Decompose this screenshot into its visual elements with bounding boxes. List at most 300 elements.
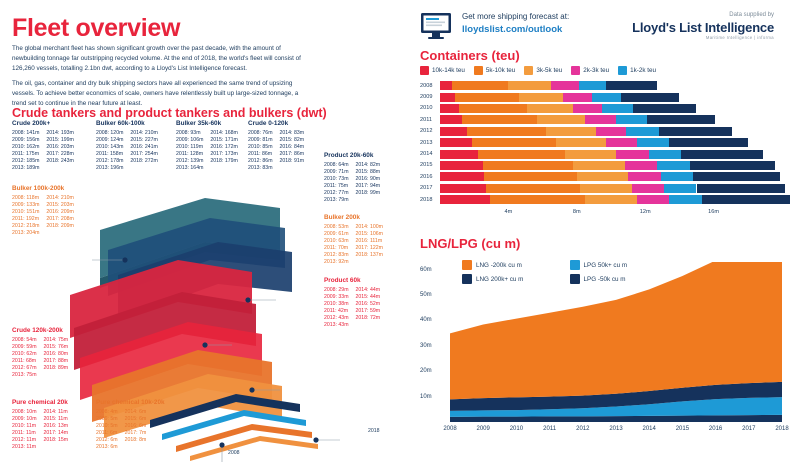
data-row: 2018: 91m bbox=[279, 157, 305, 164]
bar-segment bbox=[556, 138, 606, 147]
right-panel bbox=[410, 0, 790, 465]
legend-label: 2k-3k teu bbox=[583, 67, 610, 74]
bar-row bbox=[420, 137, 782, 148]
data-row: 2017: 7m bbox=[124, 430, 147, 437]
legend-label: LPG -50k cu m bbox=[583, 275, 626, 283]
data-row: 2018: 99m bbox=[355, 189, 381, 196]
data-row: 2014: 82m bbox=[355, 162, 381, 169]
bar-row-label: 2017 bbox=[420, 185, 433, 192]
data-row: 2011: 128m bbox=[176, 151, 204, 158]
bar-segment bbox=[440, 161, 483, 170]
intro-paragraph-2: The oil, gas, container and dry bulk shipping sectors have all experienced the same trend of upsizing vessels. To achieve better economics of scale, owners have relentlessly built up large-sized tonnage, a trend set to continue in the near future at least. bbox=[12, 80, 299, 107]
data-row: 2009: 156m bbox=[12, 137, 40, 144]
data-row: 2008: 76m bbox=[248, 130, 273, 137]
bar-segment bbox=[616, 150, 648, 159]
data-row: 2018: 243m bbox=[46, 157, 74, 164]
bar-segment bbox=[573, 104, 602, 113]
x-tick-label: 2012 bbox=[576, 426, 590, 432]
data-row: 2016: 80m bbox=[43, 351, 69, 358]
legend-swatch bbox=[618, 66, 627, 75]
data-row: 2015: 227m bbox=[130, 137, 158, 144]
data-row: 2012: 67m bbox=[12, 364, 37, 371]
chart-title-lng: LNG/LPG (cu m) bbox=[420, 236, 521, 251]
bar-segment bbox=[440, 104, 459, 113]
data-row: 2018: 15m bbox=[43, 436, 69, 443]
data-row: 2009: 124m bbox=[96, 137, 124, 144]
y-tick-label: 20m bbox=[420, 368, 432, 375]
segment-bulker-100k-200k bbox=[12, 185, 81, 237]
bar-row bbox=[420, 114, 782, 125]
segment-col-1 bbox=[176, 130, 203, 171]
data-row: 2015: 76m bbox=[43, 344, 69, 351]
data-row: 2012: 86m bbox=[248, 157, 273, 164]
data-row: 2017: 228m bbox=[46, 151, 74, 158]
chart-title-containers: Containers (teu) bbox=[420, 48, 520, 63]
brand-name: Lloyd's List Intelligence bbox=[632, 20, 774, 35]
data-row: 2011: 86m bbox=[248, 151, 273, 158]
segment-col-2 bbox=[280, 130, 305, 171]
bar-row bbox=[420, 160, 782, 171]
bar-segment bbox=[585, 115, 616, 124]
data-row: 2013: 6m bbox=[96, 443, 118, 450]
x-tick-label: 2008 bbox=[443, 426, 457, 432]
bar-track bbox=[440, 195, 782, 204]
promo-line-1: Get more shipping forecast at: bbox=[462, 12, 570, 21]
segment-col-1 bbox=[96, 130, 123, 171]
bar-segment bbox=[551, 81, 578, 90]
bar-segment bbox=[657, 161, 689, 170]
data-row: 2017: 86m bbox=[279, 151, 305, 158]
bar-row-label: 2012 bbox=[420, 128, 433, 135]
data-row: 2011: 75m bbox=[324, 183, 349, 190]
segment-label: Product 20k-60k bbox=[324, 152, 374, 159]
bar-segment bbox=[440, 195, 490, 204]
segment-label: Product 60k bbox=[324, 277, 361, 284]
data-row: 2016: 209m bbox=[46, 209, 74, 216]
bar-segment bbox=[440, 184, 486, 193]
bar-segment bbox=[573, 161, 624, 170]
y-tick-label: 10m bbox=[420, 393, 432, 400]
bar-x-axis bbox=[440, 207, 782, 221]
bar-track bbox=[440, 184, 782, 193]
data-row: 2008: 29m bbox=[324, 287, 349, 294]
bar-segment bbox=[484, 172, 576, 181]
segment-col-2 bbox=[44, 409, 69, 450]
data-row: 2016: 203m bbox=[46, 144, 74, 151]
bar-track bbox=[440, 138, 782, 147]
data-row: 2016: 52m bbox=[355, 301, 381, 308]
bar-segment bbox=[596, 127, 627, 136]
bar-row-label: 2016 bbox=[420, 173, 433, 180]
data-row: 2010: 38m bbox=[324, 301, 349, 308]
bar-segment bbox=[616, 115, 647, 124]
bar-segment bbox=[659, 127, 733, 136]
data-row: 2013: 204m bbox=[12, 229, 40, 236]
segment-col-1 bbox=[324, 224, 349, 265]
legend-item[interactable] bbox=[474, 66, 515, 75]
data-row: 2008: 53m bbox=[324, 224, 349, 231]
data-row: 2015: 88m bbox=[355, 169, 381, 176]
segment-label: Bulker 200k bbox=[324, 214, 360, 221]
data-row: 2013: 83m bbox=[248, 164, 273, 171]
segment-bulker-60k-100k bbox=[96, 120, 165, 172]
y-tick-label: 40m bbox=[420, 317, 432, 324]
segment-product-20k-60k bbox=[324, 152, 387, 204]
bar-row bbox=[420, 126, 782, 137]
bar-track bbox=[440, 150, 782, 159]
bar-track bbox=[440, 81, 782, 90]
intro-paragraph-1: The global merchant fleet has shown significant growth over the past decade, with the amount of newbuilding tonnage far outstripping recycled volume. At the end of 2018, the world's fleet will consist of 126,260 vessels, totalling 2.1bn dwt, according to a Lloyd's List Intelligence forecast. bbox=[12, 45, 301, 72]
bar-segment bbox=[625, 161, 657, 170]
bar-segment bbox=[637, 138, 669, 147]
bar-track bbox=[440, 172, 782, 181]
bar-row-label: 2013 bbox=[420, 139, 433, 146]
area-series-svg bbox=[450, 262, 782, 422]
bar-segment bbox=[669, 138, 748, 147]
data-row: 2008: 93m bbox=[176, 130, 201, 137]
data-row: 2017: 122m bbox=[355, 245, 383, 252]
segment-col-1 bbox=[12, 409, 37, 450]
data-row: 2017: 88m bbox=[43, 358, 69, 365]
data-row: 2014: 11m bbox=[43, 409, 68, 416]
brand-subtitle: Maritime Intelligence | informa bbox=[705, 35, 774, 40]
data-row: 2011: 68m bbox=[12, 358, 37, 365]
data-row: 2009: 59m bbox=[12, 344, 37, 351]
bar-segment bbox=[472, 138, 556, 147]
bar-segment bbox=[669, 195, 701, 204]
page-title: Fleet overview bbox=[12, 14, 181, 42]
bar-row bbox=[420, 91, 782, 102]
segment-col-2 bbox=[356, 287, 381, 328]
x-tick-label: 16m bbox=[708, 209, 720, 216]
segment-pure-chemical-20k bbox=[12, 399, 75, 451]
data-row: 2014: 83m bbox=[279, 130, 305, 137]
bar-row-label: 2018 bbox=[420, 196, 433, 203]
legend-swatch bbox=[420, 66, 429, 75]
data-row: 2012: 185m bbox=[12, 157, 40, 164]
x-tick-label: 2014 bbox=[642, 426, 656, 432]
segment-col-2 bbox=[210, 130, 237, 171]
bar-track bbox=[440, 161, 782, 170]
data-row: 2010: 119m bbox=[176, 144, 204, 151]
segment-col-2 bbox=[356, 224, 383, 265]
data-row: 2014: 6m bbox=[124, 409, 147, 416]
promo-banner bbox=[420, 10, 780, 46]
bar-segment bbox=[462, 115, 537, 124]
data-row: 2013: 43m bbox=[324, 321, 349, 328]
data-row: 2016: 90m bbox=[355, 176, 381, 183]
legend-label: LPG 50k+ cu m bbox=[583, 261, 628, 269]
bar-segment bbox=[483, 161, 574, 170]
data-row: 2010: 5m bbox=[96, 423, 118, 430]
bar-segment bbox=[440, 150, 478, 159]
y-tick-label: 50m bbox=[420, 292, 432, 299]
bar-segment bbox=[681, 150, 763, 159]
bar-segment bbox=[632, 184, 664, 193]
promo-link[interactable]: lloydslist.com/outlook bbox=[462, 24, 563, 35]
data-row: 2011: 175m bbox=[12, 151, 40, 158]
data-row: 2010: 151m bbox=[12, 209, 40, 216]
y-tick-label: 30m bbox=[420, 342, 432, 349]
segment-label: Crude 0-120k bbox=[248, 120, 289, 127]
segment-pure-chemical-10k-20k bbox=[96, 399, 165, 451]
chart-lng-lpg bbox=[420, 238, 789, 456]
data-row: 2010: 85m bbox=[248, 144, 273, 151]
x-tick-label: 2013 bbox=[609, 426, 623, 432]
bar-segment bbox=[519, 93, 563, 102]
bar-segment bbox=[580, 184, 631, 193]
x-tick-label: 2017 bbox=[742, 426, 756, 432]
x-tick-label: 2009 bbox=[476, 426, 490, 432]
bar-row bbox=[420, 171, 782, 182]
data-row: 2012: 83m bbox=[324, 251, 349, 258]
data-row: 2008: 10m bbox=[12, 409, 37, 416]
segment-col-1 bbox=[12, 337, 37, 378]
data-row: 2015: 11m bbox=[43, 416, 68, 423]
x-tick-label: 2018 bbox=[775, 426, 789, 432]
segment-col-2 bbox=[125, 409, 147, 450]
legend-swatch bbox=[474, 66, 483, 75]
bar-segment bbox=[606, 138, 637, 147]
segment-label: Bulker 100k-200k bbox=[12, 185, 65, 192]
legend-label: 3k-5k teu bbox=[536, 67, 563, 74]
bar-row bbox=[420, 194, 782, 205]
bar-row bbox=[420, 80, 782, 91]
bar-track bbox=[440, 104, 782, 113]
legend-label: 5k-10k teu bbox=[485, 67, 516, 74]
data-row: 2015: 6m bbox=[124, 416, 147, 423]
data-row: 2018: 272m bbox=[130, 157, 158, 164]
area-plot bbox=[450, 262, 782, 422]
bar-segment bbox=[440, 81, 452, 90]
data-row: 2011: 42m bbox=[324, 308, 349, 315]
legend-containers bbox=[420, 66, 785, 75]
legend-label: 1k-2k teu bbox=[630, 67, 657, 74]
data-row: 2018: 179m bbox=[210, 157, 238, 164]
data-row: 2009: 61m bbox=[324, 231, 349, 238]
data-row: 2017: 208m bbox=[46, 216, 74, 223]
data-row: 2017: 14m bbox=[43, 430, 69, 437]
y-tick-label: 60m bbox=[420, 266, 432, 273]
data-row: 2011: 11m bbox=[12, 430, 36, 437]
segment-label: Crude 200k+ bbox=[12, 120, 51, 127]
segment-col-1 bbox=[96, 409, 118, 450]
data-row: 2010: 11m bbox=[12, 423, 37, 430]
data-row: 2011: 70m bbox=[324, 245, 349, 252]
data-row: 2008: 118m bbox=[12, 195, 40, 202]
data-row: 2008: 4m bbox=[96, 409, 118, 416]
data-row: 2014: 193m bbox=[46, 130, 74, 137]
legend-item[interactable] bbox=[420, 66, 465, 75]
bar-segment bbox=[452, 81, 508, 90]
segment-bulker-35k-60k bbox=[176, 120, 245, 172]
bar-segment bbox=[459, 104, 527, 113]
data-row: 2010: 62m bbox=[12, 351, 37, 358]
bar-segment bbox=[508, 81, 551, 90]
bar-segment bbox=[697, 184, 786, 193]
bar-segment bbox=[690, 161, 776, 170]
segment-col-2 bbox=[356, 162, 381, 203]
data-row: 2010: 143m bbox=[96, 144, 124, 151]
bar-segment bbox=[527, 104, 573, 113]
data-row: 2016: 13m bbox=[43, 423, 69, 430]
segment-crude-0-120k bbox=[248, 120, 311, 172]
segment-crude-120k-200k bbox=[12, 327, 75, 379]
segment-col-1 bbox=[324, 162, 349, 203]
segment-col-1 bbox=[12, 195, 39, 236]
segment-bulker-200k bbox=[324, 214, 390, 266]
bar-row-label: 2014 bbox=[420, 151, 433, 158]
segment-label: Pure chemical 10k-20k bbox=[96, 399, 165, 406]
bar-segment bbox=[563, 93, 592, 102]
data-row: 2018: 8m bbox=[124, 436, 147, 443]
data-row: 2017: 59m bbox=[355, 308, 381, 315]
bar-segment bbox=[478, 150, 565, 159]
bar-segment bbox=[577, 172, 628, 181]
legend-swatch bbox=[524, 66, 533, 75]
bar-track bbox=[440, 115, 782, 124]
bar-segment bbox=[649, 150, 681, 159]
legend-label: LNG -200k cu m bbox=[476, 261, 522, 269]
data-row: 2014: 100m bbox=[355, 224, 383, 231]
data-supplier bbox=[632, 12, 774, 40]
data-row: 2017: 94m bbox=[355, 183, 381, 190]
data-row: 2009: 33m bbox=[324, 294, 349, 301]
bar-row bbox=[420, 103, 782, 114]
bar-segment bbox=[621, 93, 679, 102]
data-row: 2009: 5m bbox=[96, 416, 118, 423]
bar-segment bbox=[440, 138, 472, 147]
data-row: 2015: 203m bbox=[46, 202, 74, 209]
data-row: 2013: 196m bbox=[96, 164, 124, 171]
x-tick-label: 12m bbox=[639, 209, 651, 216]
bar-segment bbox=[637, 195, 669, 204]
data-row: 2018: 137m bbox=[355, 251, 383, 258]
x-tick-label: 2016 bbox=[708, 426, 723, 432]
bar-segment bbox=[579, 81, 606, 90]
x-tick-label: 4m bbox=[504, 209, 513, 216]
bar-row bbox=[420, 148, 782, 159]
legend-item[interactable] bbox=[524, 66, 562, 75]
data-row: 2015: 106m bbox=[355, 231, 383, 238]
ribbon-year-start: 2008 bbox=[228, 450, 240, 456]
segment-col-1 bbox=[248, 130, 273, 171]
data-row: 2008: 64m bbox=[324, 162, 349, 169]
legend-label: 10k-14k teu bbox=[432, 67, 465, 74]
data-row: 2008: 120m bbox=[96, 130, 124, 137]
data-row: 2014: 75m bbox=[43, 337, 69, 344]
bar-segment bbox=[626, 127, 658, 136]
data-row: 2009: 81m bbox=[248, 137, 273, 144]
legend-item[interactable] bbox=[618, 66, 656, 75]
ribbon-year-end: 2018 bbox=[368, 428, 380, 434]
bar-row-label: 2009 bbox=[420, 94, 433, 101]
data-row: 2017: 254m bbox=[130, 151, 158, 158]
data-row: 2012: 77m bbox=[324, 189, 349, 196]
bar-rows bbox=[420, 80, 782, 205]
bar-row-label: 2015 bbox=[420, 162, 433, 169]
data-row: 2009: 106m bbox=[176, 137, 204, 144]
bar-segment bbox=[440, 93, 455, 102]
data-row: 2014: 210m bbox=[46, 195, 74, 202]
data-row: 2010: 73m bbox=[324, 176, 349, 183]
x-tick-label: 2010 bbox=[509, 426, 524, 432]
bar-segment bbox=[537, 115, 585, 124]
x-tick-label: 8m bbox=[572, 209, 581, 216]
data-row: 2018: 72m bbox=[355, 314, 381, 321]
bar-segment bbox=[592, 93, 621, 102]
bar-segment bbox=[455, 93, 518, 102]
segment-label: Pure chemical 20k bbox=[12, 399, 68, 406]
data-row: 2009: 133m bbox=[12, 202, 40, 209]
data-row: 2013: 189m bbox=[12, 164, 40, 171]
data-row: 2010: 63m bbox=[324, 238, 349, 245]
data-row: 2009: 10m bbox=[12, 416, 37, 423]
segment-col-1 bbox=[12, 130, 39, 171]
monitor-icon bbox=[420, 12, 456, 42]
data-row: 2010: 162m bbox=[12, 144, 40, 151]
bar-segment bbox=[633, 104, 696, 113]
data-row: 2013: 92m bbox=[324, 258, 349, 265]
bar-segment bbox=[702, 195, 790, 204]
bar-track bbox=[440, 93, 782, 102]
segment-label: Bulker 35k-60k bbox=[176, 120, 222, 127]
bar-segment bbox=[565, 150, 616, 159]
bar-segment bbox=[664, 184, 696, 193]
data-row: 2015: 171m bbox=[210, 137, 238, 144]
segment-col-2 bbox=[130, 130, 157, 171]
segment-col-2 bbox=[46, 130, 73, 171]
data-row: 2017: 173m bbox=[210, 151, 238, 158]
legend-item[interactable] bbox=[571, 66, 609, 75]
x-tick-label: 2011 bbox=[543, 426, 557, 432]
data-row: 2018: 89m bbox=[43, 364, 69, 371]
bar-segment bbox=[546, 127, 596, 136]
data-row: 2012: 139m bbox=[176, 157, 204, 164]
area-series bbox=[450, 262, 782, 399]
data-row: 2014: 168m bbox=[210, 130, 238, 137]
bar-segment bbox=[661, 172, 693, 181]
bar-row bbox=[420, 183, 782, 194]
data-row: 2016: 111m bbox=[355, 238, 383, 245]
data-row: 2012: 11m bbox=[12, 436, 37, 443]
bar-row-label: 2010 bbox=[420, 105, 433, 112]
data-row: 2013: 11m bbox=[12, 443, 37, 450]
bar-segment bbox=[693, 172, 780, 181]
section-title-tankers: Crude tankers and product tankers and bulkers (dwt) bbox=[12, 106, 327, 120]
data-row: 2018: 209m bbox=[46, 222, 74, 229]
supplied-by-label: Data supplied by bbox=[729, 12, 774, 18]
legend-swatch bbox=[571, 66, 580, 75]
bar-segment bbox=[585, 195, 636, 204]
x-tick-label: 2015 bbox=[675, 426, 690, 432]
data-row: 2011: 6m bbox=[96, 430, 118, 437]
data-row: 2015: 82m bbox=[279, 137, 305, 144]
bar-row-label: 2008 bbox=[420, 82, 433, 89]
bar-segment bbox=[440, 127, 467, 136]
data-row: 2013: 164m bbox=[176, 164, 204, 171]
bar-segment bbox=[647, 115, 715, 124]
bar-segment bbox=[602, 104, 633, 113]
segment-col-2 bbox=[44, 337, 69, 378]
segment-crude-200k-plus bbox=[12, 120, 81, 172]
data-row: 2008: 54m bbox=[12, 337, 37, 344]
data-row: 2009: 71m bbox=[324, 169, 349, 176]
bar-segment bbox=[467, 127, 546, 136]
data-row: 2014: 210m bbox=[130, 130, 158, 137]
data-row: 2011: 192m bbox=[12, 216, 40, 223]
data-row: 2016: 6m bbox=[124, 423, 147, 430]
